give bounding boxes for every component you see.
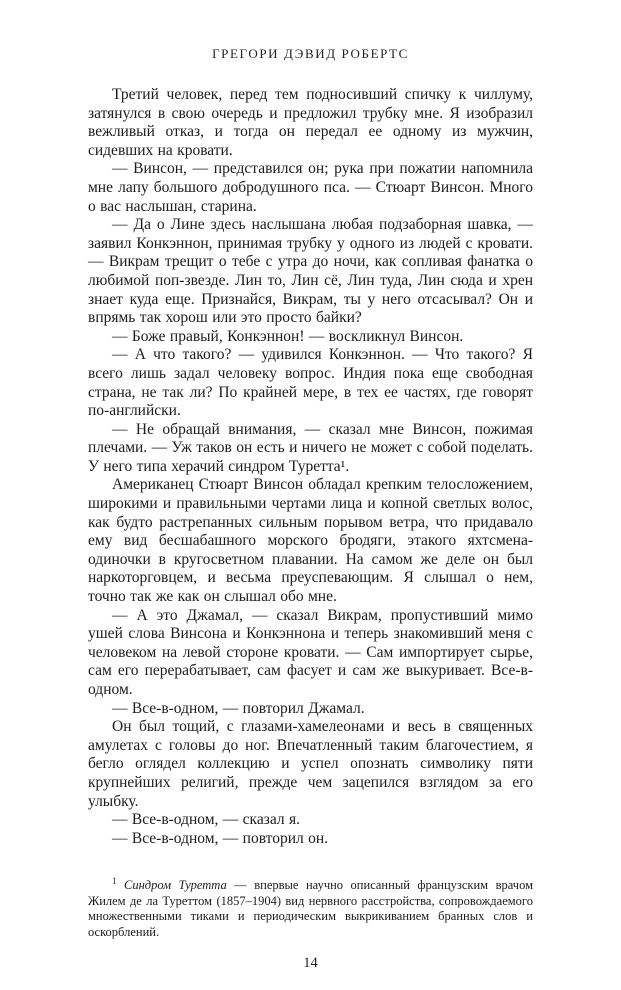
body-paragraph: — Все-в-одном, — повторил Джамал. bbox=[112, 699, 365, 717]
body-paragraph: — Да о Лине здесь наслышана любая подзаборная шавка, — заявил Конкэннон, принимая трубку у одного из людей с кровати. — Викрам трещит о тебе с утра до ночи, как сопливая фанатка о любимой поп-звезде. Лин то, Лин сё, Лин туда, Лин сюда и хрен знает куда еще. Признайся, Викрам, ты у него отсасывал? Он и впрямь так хорош или это просто байки? bbox=[88, 216, 533, 327]
body-paragraph: — Не обращай внимания, — сказал мне Винсон, пожимая плечами. — Уж таков он есть и ничего не может с собой поделать. У него типа херачий синдром Туретта¹. bbox=[88, 420, 533, 475]
footnote-term: Синдром Туретта bbox=[124, 877, 227, 892]
footnote-text: — впервые научно описанный французским врачом Жилем де ла Туреттом (1857–1904) вид нервного расстройства, сопровождаемого множественными тиками и периодическим выкрикиванием бранных слов и оскорблений. bbox=[88, 877, 533, 940]
body-paragraph: Американец Стюарт Винсон обладал крепким телосложением, широкими и правильными чертами лица и копной светлых волос, как будто растрепанных сильным порывом ветра, что придавало ему вид бесшабашного морского бродяги, этакого яхтсмена-одиночки в кругосветном плавании. На самом же деле он был наркоторговцем, и весьма преуспевающим. Я слышал о нем, точно так же как он слышал обо мне. bbox=[88, 476, 533, 606]
footnote-paragraph bbox=[88, 875, 533, 941]
footnote bbox=[88, 875, 533, 941]
body-paragraph: — А это Джамал, — сказал Викрам, пропустивший мимо ушей слова Винсона и Конкэннона и теперь знакомивший меня с человеком на левой стороне кровати. — Сам импортирует сырье, сам его перерабатывает, сам фасует и сам же выкуривает. Все-в-одном. bbox=[88, 606, 533, 698]
page-number: 14 bbox=[303, 955, 318, 971]
body-paragraph: — Все-в-одном, — сказал я. bbox=[112, 811, 300, 829]
body-paragraph: Он был тощий, с глазами-хамелеонами и весь в священных амулетах с головы до ног. Впечатленный таким благочестием, я бегло оглядел коллекцию и успел опознать символику пяти крупнейших религий, прежде чем зацепился взглядом за его улыбку. bbox=[88, 718, 533, 810]
body-paragraph: — Винсон, — представился он; рука при пожатии напомнила мне лапу большого добродушного пса. — Стюарт Винсон. Много о вас наслышан, старина. bbox=[88, 160, 533, 215]
body-paragraph: — Все-в-одном, — повторил он. bbox=[112, 829, 329, 847]
body-paragraph: — А что такого? — удивился Конкэннон. — Что такого? Я всего лишь задал человеку вопрос. Индия пока еще свободная страна, не так ли? По крайней мере, в тех ее частях, где говорят по-английски. bbox=[88, 346, 533, 420]
body-paragraph: Третий человек, перед тем подносивший спичку к чиллуму, затянулся в свою очередь и предложил трубку мне. Я изобразил вежливый отказ, и тогда он передал ее одному из мужчин, сидевших на кровати. bbox=[88, 86, 533, 159]
body-paragraph: — Боже правый, Конкэннон! — воскликнул Винсон. bbox=[112, 327, 464, 345]
footnote-marker: 1 bbox=[112, 875, 117, 886]
body-text bbox=[88, 86, 533, 848]
running-head: ГРЕГОРИ ДЭВИД РОБЕРТС bbox=[212, 46, 409, 61]
